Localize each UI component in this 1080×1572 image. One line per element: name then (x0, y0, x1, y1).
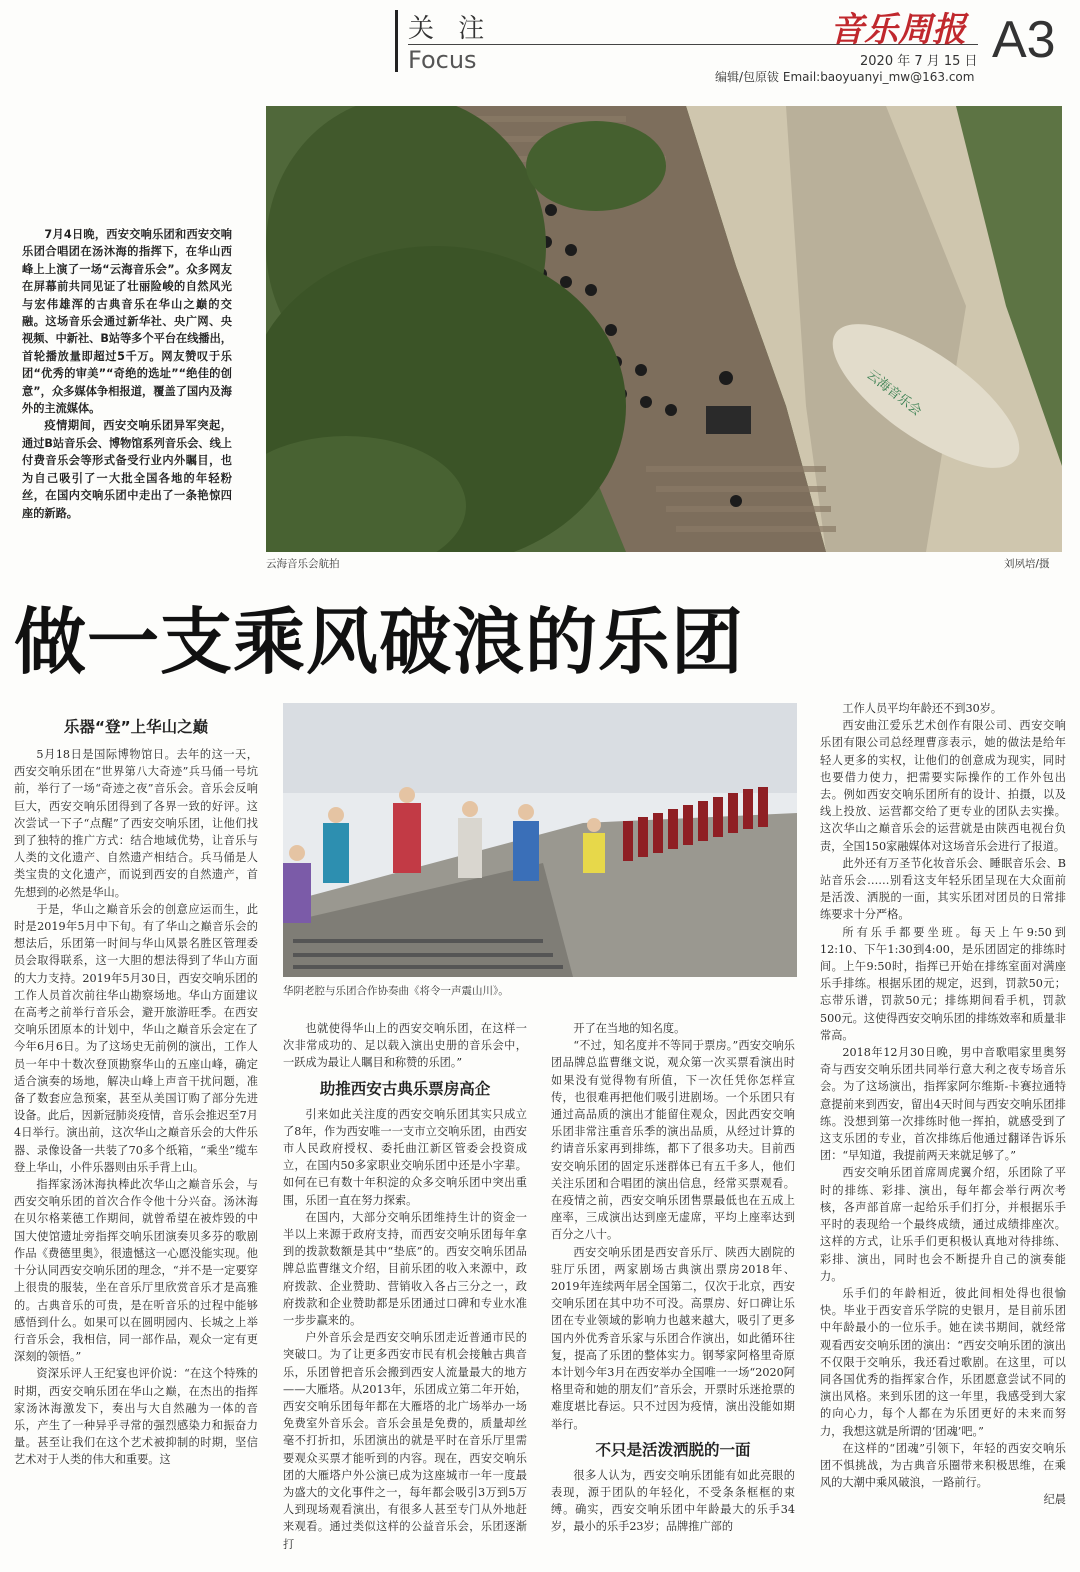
page-number: A3 (992, 11, 1056, 69)
lead-paragraph: 7月4日晚，西安交响乐团和西安交响乐团合唱团在汤沐海的指挥下，在华山西峰上上演了一场“云海音乐会”。众多网友在屏幕前共同见证了壮丽险峻的自然风光与宏伟雄浑的古典音乐在华山之巅的交融。这场音乐会通过新华社、央广网、央视频、中新社、B站等多个平台在线播出，首轮播放量即超过5千万。网友赞叹于乐团“优秀的审美”“奇绝的选址”“绝佳的创意”，众多媒体争相报道，覆盖了国内及海外的主流媒体。 (22, 228, 232, 416)
issue-date: 2020 年 7 月 15 日 (860, 54, 978, 69)
article-column-4 (820, 700, 1066, 1572)
paragraph: 所有乐手都要坐班。每天上午9:50到12:10、下午1:30到4:00，是乐团固定的排练时间。上午9:50时，指挥已开始在排练室面对满座乐手排练。根据乐团的规定，迟到，罚款50元；忘带乐谱，罚款50元；排练期间看手机，罚款500元。这使得西安交响乐团的排练效率和质量非常高。 (820, 925, 1066, 1042)
rock-inscription: 云海音乐会 (863, 367, 925, 420)
paragraph: 5月18日是国际博物馆日。去年的这一天，西安交响乐团在“世界第八大奇迹”兵马俑一号坑前，举行了一场“奇迹之夜”音乐会。音乐会反响巨大，西安交响乐团得到了各界一致的好评。这次尝试一下子“点醒”了西安交响乐团，让他们找到了独特的推广方式：结合地域优势，让音乐与人类的文化遗产、自然遗产相结合。兵马俑是人类宝贵的文化遗产，而说到西安的自然遗产，首先想到的必然是华山。 (14, 748, 258, 899)
subheading: 不只是活泼洒脱的一面 (595, 1440, 751, 1459)
lead-text (22, 226, 232, 522)
paragraph: 引来如此关注度的西安交响乐团其实只成立了8年，作为西安唯一一支市立交响乐团，由西安市人民政府授权、委托曲江新区管委会投资成立，在国内50多家职业交响乐团中还是小字辈。如何在已有数十年积淀的众多交响乐团中突出重围，乐团一直在努力探索。 (283, 1107, 527, 1207)
paragraph: 户外音乐会是西安交响乐团走近普通市民的突破口。为了让更多西安市民有机会接触古典音乐，乐团曾把音乐会搬到西安人流量最大的地方——大雁塔。从2013年，乐团成立第二年开始，西安交响乐团每年都在大雁塔的北广场举办一场免费室外音乐会。音乐会虽是免费的，质量却丝毫不打折扣，乐团演出的就是平时在音乐厅里需要观众买票才能听到的内容。现在，西安交响乐团的大雁塔户外公演已成为这座城市一年一度最为盛大的文化事件之一，每年都会吸引3万到5万人到现场观看演出，有很多人甚至专门从外地赶来观看。通过类似这样的公益音乐会，乐团逐渐打 (283, 1331, 527, 1551)
editor-info: 编辑/包原钹 Email:baoyuanyi_mw@163.com (715, 70, 975, 84)
paragraph: 工作人员平均年龄还不到30岁。 (842, 702, 1003, 715)
byline: 纪晨 (1043, 1493, 1066, 1507)
aerial-concert-illustration (266, 106, 1062, 552)
paragraph: 此外还有万圣节化妆音乐会、睡眠音乐会、B站音乐会……别看这支年轻乐团呈现在大众面前是活泼、洒脱的一面，其实乐团对团员的日常排练要求十分严格。 (820, 856, 1066, 922)
photo-caption: 云海音乐会航拍 (266, 558, 340, 570)
lead-paragraph: 疫情期间，西安交响乐团异军突起，通过B站音乐会、博物馆系列音乐会、线上付费音乐会等形式备受行业内外瞩目，也为自己吸引了一大批全国各地的年轻粉丝，在国内交响乐团中走出了一条艳惊四座的新路。 (22, 419, 232, 520)
paragraph: 指挥家汤沐海执棒此次华山之巅音乐会，与西安交响乐团的首次合作令他十分兴奋。汤沐海在贝尔格莱德工作期间，就曾希望在被炸毁的中国大使馆遗址旁指挥交响乐团演奏贝多芬的歌剧作品《费德里奥》，很遗憾这一心愿没能实现。他十分认同西安交响乐团的理念，“并不是一定要穿上很贵的服装，坐在音乐厅里欣赏音乐才是高雅的。古典音乐的可贵，是在听音乐的过程中能够感悟到什么。如果可以在圆明园内、长城之上举行音乐会，我相信，同一部作品，观众一定有更深刻的领悟。” (14, 1178, 258, 1364)
subheading: 乐器“登”上华山之巅 (63, 718, 209, 736)
paragraph: 在这样的“团魂”引领下，年轻的西安交响乐团不惧挑战，为古典音乐圈带来积极思维，在乘风的大潮中乘风破浪，一路前行。 (820, 1441, 1066, 1490)
paragraph: 很多人认为，西安交响乐团能有如此亮眼的表现，源于团队的年轻化，不受条条框框的束缚。确实，西安交响乐团中年龄最大的乐手34岁，最小的乐手23岁；品牌推广部的 (551, 1468, 795, 1534)
paragraph: 资深乐评人王纪宴也评价说：“在这个特殊的时期，西安交响乐团在华山之巅，在杰出的指挥家汤沐海激发下，奏出与大自然融为一体的音乐，产生了一种异乎寻常的强烈感染力和振奋力量。甚至让我们在这个艺术被抑制的时期，坚信艺术对于人类的伟大和重要。这 (14, 1367, 258, 1467)
aerial-concert-photo (266, 106, 1062, 552)
photo-caption-2: 华阴老腔与乐团合作协奏曲《将令一声震山川》。 (283, 985, 509, 997)
page-header (0, 0, 1080, 100)
paragraph: 开了在当地的知名度。 (573, 1022, 686, 1035)
paragraph: 也就使得华山上的西安交响乐团，在这样一次非常成功的、足以载入演出史册的音乐会中，一跃成为最让人瞩目和称赞的乐团。” (283, 1022, 527, 1070)
article-column-3 (551, 1020, 795, 1572)
photo-credit: 刘夙培/摄 (1004, 558, 1050, 570)
paragraph: 西安曲江爱乐艺术创作有限公司、西安交响乐团有限公司总经理曹彦表示，她的做法是给年轻人更多的实权，让他们的创意成为现实，同时也要借力使力，把需要实际操作的工作外包出去。例如西安交响乐团所有的设计、拍摄，以及线上投放、运营都交给了更专业的团队去实操。这次华山之巅音乐会的运营就是由陕西电视台负责，全国150家融媒体对这场音乐会进行了报道。 (820, 719, 1066, 853)
paragraph: 在国内，大部分交响乐团维持生计的资金一半以上来源于政府支持，而西安交响乐团每年拿到的拨款数额是其中“垫底”的。西安交响乐团品牌总监曹继文介绍，目前乐团的收入来源中，政府拨款、企业赞助、营销收入各占三分之一，政府拨款和企业赞助都是乐团通过口碑和专业水准一步步赢来的。 (283, 1210, 527, 1328)
paragraph: 2018年12月30日晚，男中音歌唱家里奥努奇与西安交响乐团共同举行意大利之夜专场音乐会。为了这场演出，指挥家阿尔维斯-卡赛拉通特意提前来到西安，留出4天时间与西安交响乐团排练。没想到第一次排练时他一挥拍，就感受到了这支乐团的专业，首次排练后他通过翻译告诉乐团：“早知道，我提前两天来就足够了。” (820, 1046, 1066, 1163)
paragraph: 于是，华山之巅音乐会的创意应运而生，此时是2019年5月中下旬。有了华山之巅音乐会的想法后，乐团第一时间与华山风景名胜区管理委员会取得联系，这一大胆的想法得到了华山方面的大力支持。2019年5月30日，西安交响乐团的工作人员首次前往华山勘察场地。华山方面建议在高考之前举行音乐会，避开旅游旺季。在西安交响乐团原本的计划中，华山之巅音乐会定在了今年6月6日。为了这场史无前例的演出，工作人员一年中十数次登顶勘察华山的五座山峰，确定适合演奏的场地，解决山峰上声音干扰问题，准备了数套应急预案，甚至从美国订购了部分先进设备。此后，因新冠肺炎疫情，音乐会推迟至7月4日举行。演出前，这次华山之巅音乐会的大件乐器、录像设备一共装了70多个纸箱，“乘坐”缆车登上华山，小件乐器则由乐手背上山。 (14, 902, 258, 1174)
section-bar (395, 10, 398, 72)
paragraph: 西安交响乐团首席周虎翼介绍，乐团除了平时的排练、彩排、演出，每年都会举行两次考核，各声部首席一起给乐手们打分，并根据乐手平时的表现给一个最终成绩，通过成绩排座次。这样的方式，让乐手们更积极认真地对待排练、彩排、演出，同时也会不断提升自己的演奏能力。 (820, 1166, 1066, 1283)
article-column-2 (283, 1020, 527, 1572)
paragraph: 乐手们的年龄相近，彼此间相处得也很愉快。毕业于西安音乐学院的史银月，是目前乐团中年龄最小的一位乐手。她在读书期间，就经常观看西安交响乐团的演出：“西安交响乐团的演出不仅限于交响乐，我还看过歌剧。在这里，可以同各国优秀的指挥家合作，乐团愿意尝试不同的演出风格。来到乐团的这一年里，我感受到大家的向心力，每个人都在为乐团更好的未来而努力，我想这就是所谓的‘团魂’吧。” (820, 1286, 1066, 1438)
section-title-en: Focus (408, 46, 477, 74)
section-title: 关 注 (408, 14, 493, 44)
paragraph: “不过，知名度并不等同于票房。”西安交响乐团品牌总监曹继文说，观众第一次买票看演出时如果没有觉得物有所值，下一次任凭你怎样宣传，也很难再把他们吸引进剧场。一个乐团只有通过高品质的演出才能留住观众，因此西安交响乐团非常注重音乐季的演出品质，从经过计算的约请音乐家再到排练，都下了很多功夫。目前西安交响乐团的固定乐迷群体已有五千多人，他们关注乐团和合唱团的演出信息，经常买票观看。在疫情之前，西安交响乐团售票最低也在五成上座率，三成演出达到座无虚席，平均上座率达到百分之八十。 (551, 1039, 795, 1242)
laoqiang-performance-photo (283, 703, 797, 977)
article-column-1 (14, 716, 258, 1572)
laoqiang-illustration (283, 703, 797, 977)
paragraph: 西安交响乐团是西安音乐厅、陕西大剧院的驻厅乐团，两家剧场古典演出票房2018年、2019年连续两年居全国第二，仅次于北京，西安交响乐团在其中功不可没。高票房、好口碑让乐团在专业领域的影响力也越来越大，吸引了更多国内外优秀音乐家与乐团合作演出，如此循环往复，提高了乐团的整体实力。钢琴家阿格里奇原本计划今年3月在西安举办全国唯一一场“2020阿格里奇和她的朋友们”音乐会，开票时乐迷抢票的难度堪比春运。只不过因为疫情，演出没能如期举行。 (551, 1245, 795, 1431)
subheading: 助推西安古典乐票房高企 (319, 1079, 491, 1098)
masthead-logo: 音乐周报 (830, 10, 966, 50)
main-headline: 做一支乘风破浪的乐团 (14, 600, 745, 684)
